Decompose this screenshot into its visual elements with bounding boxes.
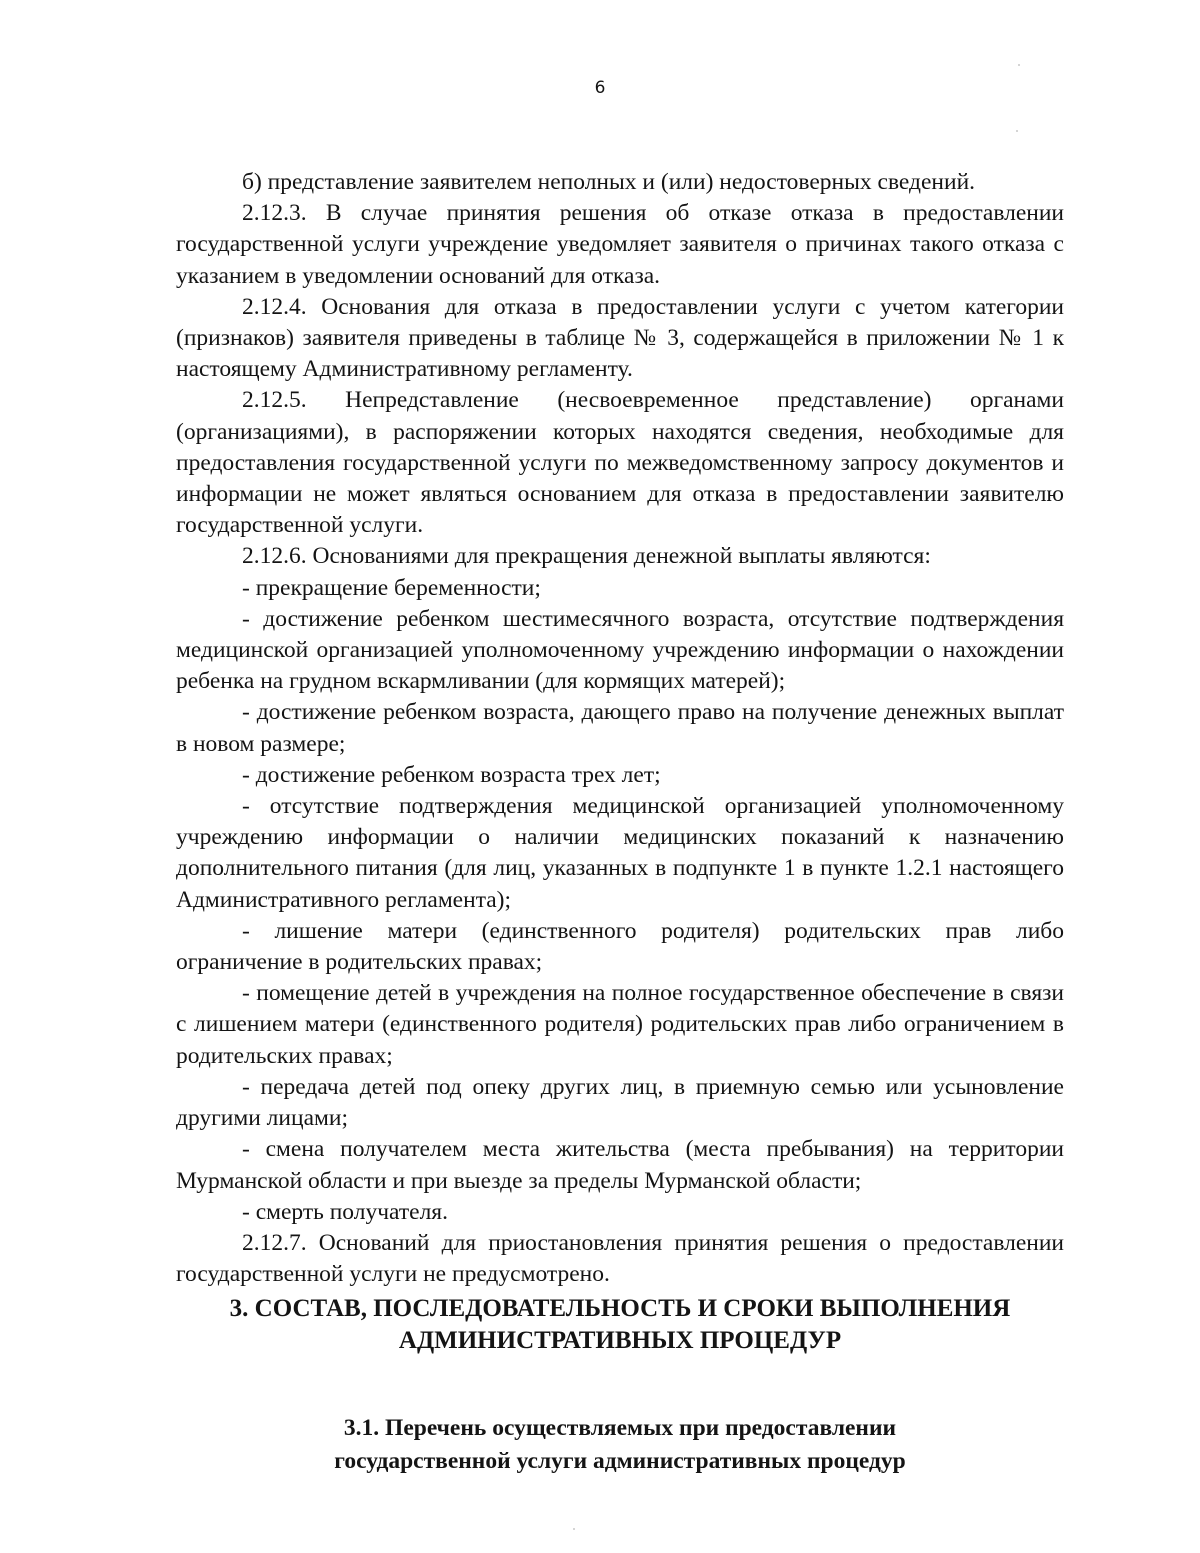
paragraph-2-12-7: 2.12.7. Оснований для приостановления принятия решения о предоставлении государственной услуги не предусмотрено.: [176, 1229, 1064, 1288]
subsection-3-1-title-line-1: 3.1. Перечень осуществляемых при предоставлении: [343, 1415, 897, 1441]
section-3-title-line-1: 3. СОСТАВ, ПОСЛЕДОВАТЕЛЬНОСТЬ И СРОКИ ВЫПОЛНЕНИЯ: [229, 1295, 1011, 1322]
paragraph-2-12-3: 2.12.3. В случае принятия решения об отказе отказа в предоставлении государственной услуги учреждение уведомляет заявителя о причинах такого отказа с указанием в уведомлении оснований для отказа.: [176, 200, 1064, 289]
list-item-no-medical-confirmation: - отсутствие подтверждения медицинской организацией уполномоченному учреждению информации о наличии медицинских показаний к назначению дополнительного питания (для лиц, указанных в подпункте 1 в пункте 1.2.1 настоящего Административного регламента);: [176, 793, 1064, 913]
list-item-guardianship-transfer: - передача детей под опеку других лиц, в приемную семью или усыновление другими лицами;: [176, 1073, 1064, 1132]
list-item-age-new-amount: - достижение ребенком возраста, дающего право на получение денежных выплат в новом размере;: [176, 699, 1064, 757]
paragraph-2-12-5: 2.12.5. Непредставление (несвоевременное представление) органами (организациями), в распоряжении которых находятся сведения, необходимые для предоставления государственной услуги по межведомственному запросу документов и информации не может являться основанием для отказа в предоставлении заявителю государственной услуги.: [176, 387, 1064, 539]
list-item-residence-change: - смена получателем места жительства (места пребывания) на территории Мурманской области и при выезде за пределы Мурманской области;: [176, 1136, 1064, 1194]
list-item-pregnancy-termination: - прекращение беременности;: [242, 574, 541, 601]
subsection-3-1-title-line-2: государственной услуги административных процедур: [334, 1448, 906, 1474]
paragraph-b-incomplete-info: б) представление заявителем неполных и (или) недостоверных сведений.: [242, 169, 976, 195]
list-item-state-care-placement: - помещение детей в учреждения на полное государственное обеспечение в связи с лишением матери (единственного родителя) родительских прав либо ограничением в родительских правах;: [176, 980, 1064, 1069]
scan-artifact: [1016, 130, 1018, 132]
page-number: 6: [594, 78, 606, 98]
subsection-3-1-title: [176, 1412, 1064, 1478]
list-item-recipient-death: - смерть получателя.: [242, 1198, 448, 1225]
paragraph-2-12-4: 2.12.4. Основания для отказа в предоставлении услуги с учетом категории (признаков) заявителя приведены в таблице № 3, содержащейся в приложении № 1 к настоящему Административному регламенту.: [176, 293, 1064, 383]
paragraph-2-12-6: 2.12.6. Основаниями для прекращения денежной выплаты являются:: [242, 543, 931, 570]
scan-artifact: [573, 1528, 575, 1530]
list-item-parental-rights-deprivation: - лишение матери (единственного родителя) родительских прав либо ограничение в родительских правах;: [176, 917, 1064, 976]
scan-artifact: [1018, 64, 1020, 66]
document-body: [176, 167, 1064, 1290]
section-3-title-line-2: АДМИНИСТРАТИВНЫХ ПРОЦЕДУР: [398, 1327, 842, 1354]
list-item-three-years: - достижение ребенком возраста трех лет;: [242, 761, 661, 788]
section-3-title: [176, 1293, 1064, 1357]
list-item-six-months: - достижение ребенком шестимесячного возраста, отсутствие подтверждения медицинской организацией уполномоченному учреждению информации о нахождении ребенка на грудном вскармливании (для кормящих матерей);: [176, 605, 1064, 695]
